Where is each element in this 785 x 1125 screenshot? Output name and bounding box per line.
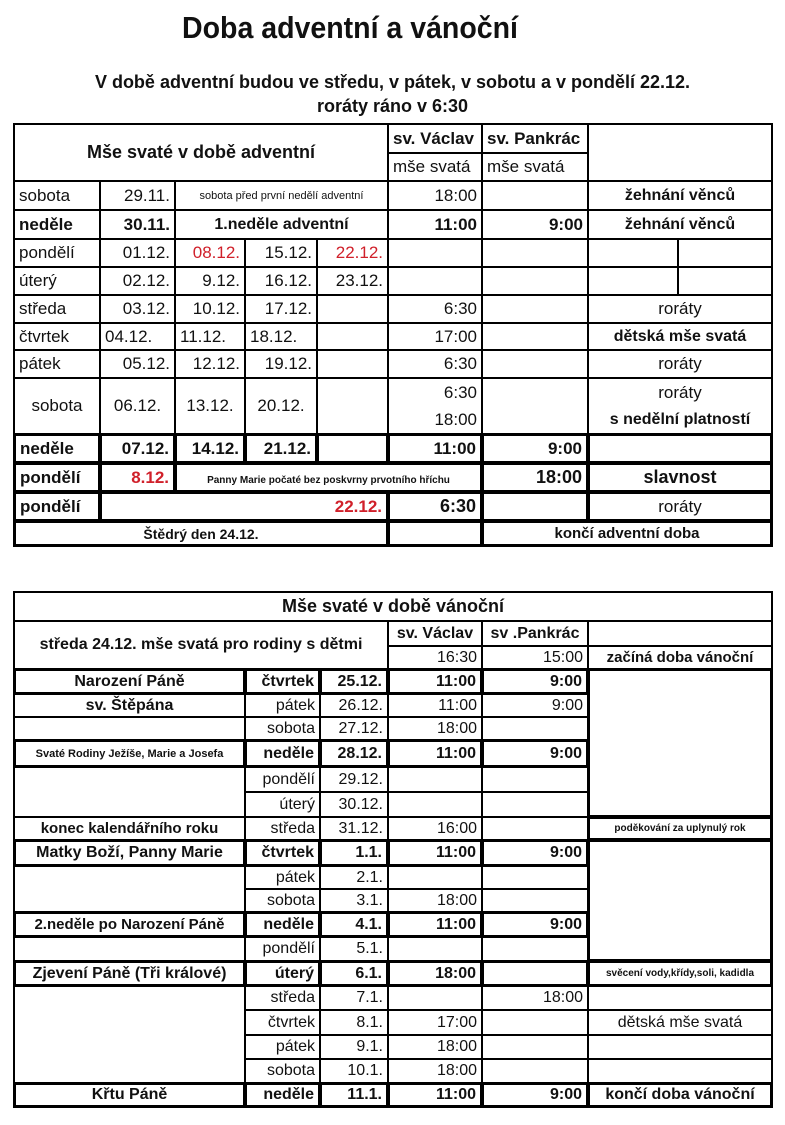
- info-cell: končí doba vánoční: [588, 1083, 772, 1107]
- day-cell: pondělí: [14, 463, 100, 492]
- vaclav-time: [388, 866, 482, 889]
- date-cell: 26.12.: [320, 694, 388, 717]
- vaclav-time: 18:00: [388, 889, 482, 912]
- vaclav-time: 11:00: [388, 912, 482, 937]
- date-cell: 30.11.: [100, 210, 175, 239]
- vaclav-time: [388, 239, 482, 267]
- vaclav-time: 6:30: [388, 295, 482, 323]
- pankrac-time: 18:00: [482, 463, 588, 492]
- vaclav-time: 16:00: [388, 817, 482, 840]
- note-cell: 1.neděle adventní: [175, 210, 388, 239]
- info-header: [588, 621, 772, 646]
- pankrac-time: [482, 267, 588, 295]
- day-cell: čtvrtek: [245, 1010, 320, 1035]
- date-cell: 20.12.: [245, 378, 317, 434]
- vaclav-time: 11:00: [388, 694, 482, 717]
- pankrac-time: [482, 792, 588, 817]
- info-cell: žehnání věnců: [588, 210, 772, 239]
- vaclav-time: 6:30: [443, 382, 477, 402]
- date-cell: 31.12.: [320, 817, 388, 840]
- day-cell: pátek: [14, 350, 100, 378]
- vaclav-time: 18:00: [388, 1035, 482, 1059]
- date-cell: 25.12.: [320, 669, 388, 694]
- feast-cell: [14, 767, 245, 817]
- advent-footer-right: končí adventní doba: [482, 521, 772, 546]
- vaclav-time: 11:00: [388, 840, 482, 866]
- day-cell: pátek: [245, 866, 320, 889]
- pankrac-time: 9:00: [482, 669, 588, 694]
- day-cell: neděle: [245, 1083, 320, 1107]
- day-cell: úterý: [245, 961, 320, 986]
- christmas-intro: středa 24.12. mše svatá pro rodiny s dětmi: [14, 621, 388, 669]
- day-cell: sobota: [14, 181, 100, 210]
- day-cell: čtvrtek: [245, 669, 320, 694]
- col-pankrac-sub: mše svatá: [482, 153, 588, 181]
- pankrac-time: 9:00: [482, 840, 588, 866]
- day-cell: pondělí: [245, 767, 320, 792]
- advent-footer-left: Štědrý den 24.12.: [14, 521, 388, 546]
- info-cell: [588, 1059, 772, 1083]
- date-cell: 10.12.: [175, 295, 245, 323]
- feast-cell: sv. Štěpána: [14, 694, 245, 717]
- col-pankrac-header: sv .Pankrác: [482, 621, 588, 646]
- pankrac-time: 9:00: [482, 1083, 588, 1107]
- pankrac-time: 9:00: [482, 740, 588, 767]
- feast-cell: [14, 717, 245, 740]
- day-cell: sobota: [14, 378, 100, 434]
- date-cell: 9.1.: [320, 1035, 388, 1059]
- feast-cell: Zjevení Páně (Tři králové): [14, 961, 245, 986]
- date-cell: 08.12.: [175, 239, 245, 267]
- info-cell: [588, 239, 678, 267]
- pankrac-time: [482, 767, 588, 792]
- pankrac-time: [482, 239, 588, 267]
- vaclav-time: 17:00: [388, 323, 482, 350]
- page-title: Doba adventní a vánoční: [181, 10, 518, 45]
- day-cell: úterý: [245, 792, 320, 817]
- advent-heading: Mše svaté v době adventní: [14, 124, 388, 181]
- vaclav-time-2: 18:00: [434, 409, 477, 429]
- subtitle-line-1: V době adventní budou ve středu, v pátek, v sobotu a v pondělí 22.12.: [94, 72, 691, 92]
- date-cell: 11.12.: [175, 323, 245, 350]
- date-cell: 3.1.: [320, 889, 388, 912]
- date-cell: [317, 378, 388, 434]
- date-cell: 29.11.: [100, 181, 175, 210]
- date-cell: 12.12.: [175, 350, 245, 378]
- pankrac-time: 9:00: [482, 694, 588, 717]
- col-pankrac-header: sv. Pankrác: [482, 124, 588, 153]
- date-cell: [317, 434, 388, 463]
- vaclav-time: [388, 986, 482, 1010]
- date-cell: 01.12.: [100, 239, 175, 267]
- vaclav-time: 11:00: [388, 1083, 482, 1107]
- pankrac-time: [482, 717, 588, 740]
- date-cell: 28.12.: [320, 740, 388, 767]
- feast-cell: [14, 986, 245, 1083]
- info-cell: [588, 434, 772, 463]
- date-cell: 19.12.: [245, 350, 317, 378]
- date-cell: 9.12.: [175, 267, 245, 295]
- vaclav-time: 11:00: [388, 210, 482, 239]
- date-cell: 30.12.: [320, 792, 388, 817]
- info-text: roráty: [658, 383, 702, 402]
- note-cell: sobota před první nedělí adventní: [175, 181, 388, 210]
- date-cell: 27.12.: [320, 717, 388, 740]
- pankrac-time: 9:00: [482, 210, 588, 239]
- day-cell: úterý: [14, 267, 100, 295]
- pankrac-time: [482, 1035, 588, 1059]
- day-cell: neděle: [245, 912, 320, 937]
- date-cell: 18.12.: [245, 323, 317, 350]
- day-cell: neděle: [14, 210, 100, 239]
- info-cell: slavnost: [588, 463, 772, 492]
- date-cell: 8.12.: [100, 463, 175, 492]
- date-cell: 22.12.: [317, 239, 388, 267]
- info-cell: [588, 1035, 772, 1059]
- vaclav-time: [388, 767, 482, 792]
- vaclav-time: [388, 937, 482, 961]
- vaclav-time: 17:00: [388, 1010, 482, 1035]
- pankrac-time: [482, 492, 588, 521]
- info-cell-extra: [678, 239, 772, 267]
- col-vaclav-sub: mše svatá: [388, 153, 482, 181]
- note-cell: Panny Marie počaté bez poskvrny prvotního hříchu: [175, 463, 482, 492]
- day-cell: sobota: [245, 889, 320, 912]
- date-cell: 1.1.: [320, 840, 388, 866]
- date-cell: 21.12.: [245, 434, 317, 463]
- feast-cell: [14, 937, 245, 961]
- info-cell: [588, 267, 678, 295]
- date-cell: 22.12.: [100, 492, 388, 521]
- date-cell: 6.1.: [320, 961, 388, 986]
- info-cell: [588, 669, 772, 817]
- info-cell: poděkování za uplynulý rok: [588, 817, 772, 840]
- info-cell: dětská mše svatá: [588, 1010, 772, 1035]
- vaclav-time: 11:00: [388, 669, 482, 694]
- date-cell: 29.12.: [320, 767, 388, 792]
- day-cell: sobota: [245, 717, 320, 740]
- pankrac-time: [482, 350, 588, 378]
- col-vaclav-header: sv. Václav: [388, 124, 482, 153]
- day-cell: pátek: [245, 694, 320, 717]
- date-cell: 7.1.: [320, 986, 388, 1010]
- date-cell: 16.12.: [245, 267, 317, 295]
- day-cell: neděle: [245, 740, 320, 767]
- date-cell: 03.12.: [100, 295, 175, 323]
- date-cell: [317, 295, 388, 323]
- pankrac-time: [482, 889, 588, 912]
- date-cell: 02.12.: [100, 267, 175, 295]
- date-cell: 17.12.: [245, 295, 317, 323]
- day-cell: pondělí: [245, 937, 320, 961]
- date-cell: 23.12.: [317, 267, 388, 295]
- date-cell: 4.1.: [320, 912, 388, 937]
- day-cell: středa: [14, 295, 100, 323]
- date-cell: 11.1.: [320, 1083, 388, 1107]
- info-cell: dětská mše svatá: [588, 323, 772, 350]
- pankrac-time: [482, 181, 588, 210]
- info-cell: [588, 986, 772, 1010]
- pankrac-time: [482, 295, 588, 323]
- pankrac-time: 9:00: [482, 912, 588, 937]
- info-cell: svěcení vody,křídy,soli, kadidla: [588, 961, 772, 986]
- pankrac-time: [482, 866, 588, 889]
- day-cell: neděle: [14, 434, 100, 463]
- vaclav-time: 18:00: [388, 961, 482, 986]
- feast-cell: Křtu Páně: [14, 1083, 245, 1107]
- info-cell: [588, 840, 772, 961]
- vaclav-time: [388, 267, 482, 295]
- pankrac-time: 18:00: [482, 986, 588, 1010]
- date-cell: 2.1.: [320, 866, 388, 889]
- col-vaclav-header: sv. Václav: [388, 621, 482, 646]
- info-cell: roráty: [588, 492, 772, 521]
- pankrac-time: [482, 323, 588, 350]
- day-cell: středa: [245, 986, 320, 1010]
- pankrac-time: [482, 1059, 588, 1083]
- date-cell: 06.12.: [100, 378, 175, 434]
- info-text-2: s nedělní platností: [609, 411, 751, 428]
- day-cell: sobota: [245, 1059, 320, 1083]
- date-cell: [317, 350, 388, 378]
- date-cell: 04.12.: [100, 323, 175, 350]
- day-cell: pondělí: [14, 239, 100, 267]
- subtitle-line-2: roráty ráno v 6:30: [316, 96, 469, 116]
- info-cell-extra: [678, 267, 772, 295]
- christmas-heading: Mše svaté v době vánoční: [14, 592, 772, 621]
- feast-cell: [14, 866, 245, 912]
- feast-cell: Matky Boží, Panny Marie: [14, 840, 245, 866]
- info-header: [588, 124, 772, 181]
- pankrac-time: [482, 378, 588, 434]
- day-cell: pátek: [245, 1035, 320, 1059]
- date-cell: 05.12.: [100, 350, 175, 378]
- date-cell: 07.12.: [100, 434, 175, 463]
- vaclav-time: 6:30: [388, 350, 482, 378]
- pankrac-time: [482, 937, 588, 961]
- feast-cell: Narození Páně: [14, 669, 245, 694]
- info-cell: [588, 378, 772, 434]
- day-cell: čtvrtek: [14, 323, 100, 350]
- date-cell: [317, 323, 388, 350]
- date-cell: 14.12.: [175, 434, 245, 463]
- pankrac-time: 9:00: [482, 434, 588, 463]
- intro-pankrac-time: 15:00: [482, 646, 588, 669]
- vaclav-time: 11:00: [388, 740, 482, 767]
- day-cell: pondělí: [14, 492, 100, 521]
- feast-cell: Svaté Rodiny Ježíše, Marie a Josefa: [14, 740, 245, 767]
- vaclav-time: 18:00: [388, 717, 482, 740]
- vaclav-time: 18:00: [388, 181, 482, 210]
- feast-cell: konec kalendářního roku: [14, 817, 245, 840]
- feast-cell: 2.neděle po Narození Páně: [14, 912, 245, 937]
- info-cell: žehnání věnců: [588, 181, 772, 210]
- vaclav-times: [388, 378, 482, 434]
- pankrac-time: [482, 817, 588, 840]
- intro-vaclav-time: 16:30: [388, 646, 482, 669]
- pankrac-time: [482, 1010, 588, 1035]
- vaclav-time: [388, 792, 482, 817]
- vaclav-time: 18:00: [388, 1059, 482, 1083]
- vaclav-time: 11:00: [388, 434, 482, 463]
- info-cell: roráty: [588, 350, 772, 378]
- date-cell: 5.1.: [320, 937, 388, 961]
- info-cell: roráty: [588, 295, 772, 323]
- date-cell: 13.12.: [175, 378, 245, 434]
- date-cell: 10.1.: [320, 1059, 388, 1083]
- intro-info: začíná doba vánoční: [588, 646, 772, 669]
- day-cell: čtvrtek: [245, 840, 320, 866]
- vaclav-time: 6:30: [388, 492, 482, 521]
- pankrac-time: [482, 961, 588, 986]
- date-cell: 8.1.: [320, 1010, 388, 1035]
- day-cell: středa: [245, 817, 320, 840]
- advent-footer-blank: [388, 521, 482, 546]
- date-cell: 15.12.: [245, 239, 317, 267]
